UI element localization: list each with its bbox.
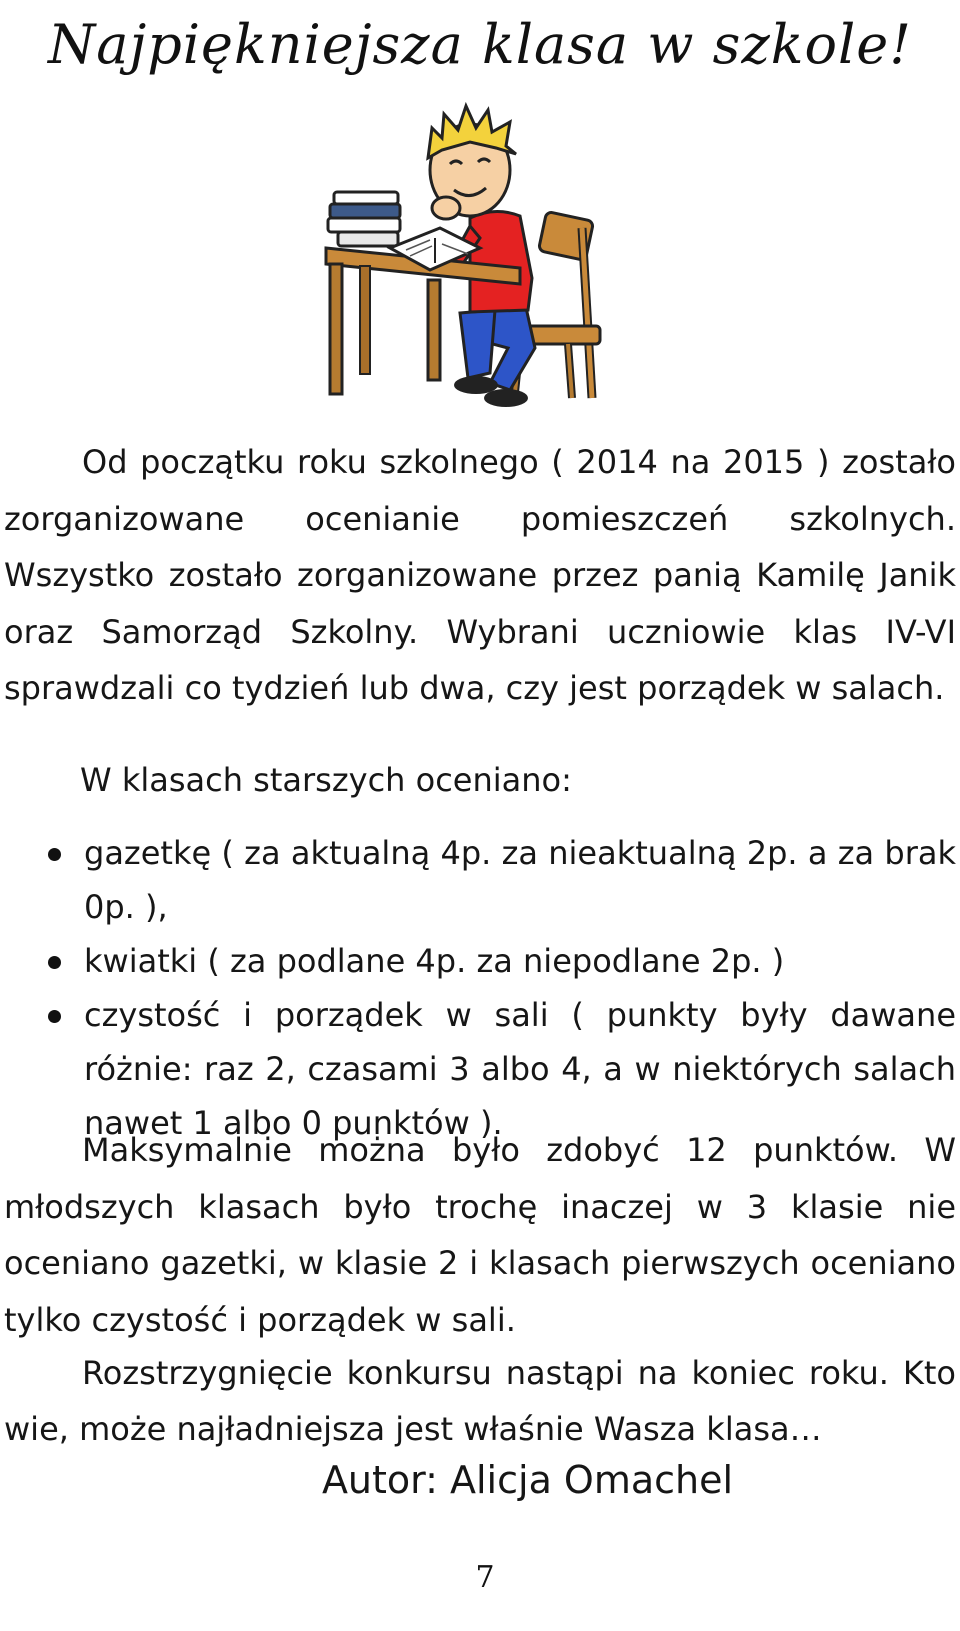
page-title: Najpiękniejsza klasa w szkole! bbox=[48, 13, 912, 76]
author-line: Autor: Alicja Omachel bbox=[321, 1458, 734, 1502]
list-item-text: kwiatki ( za podlane 4p. za niepodlane 2p. ) bbox=[84, 942, 785, 980]
student-at-desk-illustration bbox=[320, 98, 640, 428]
list-item bbox=[38, 934, 956, 988]
bullet-icon bbox=[48, 1010, 61, 1023]
bullet-icon bbox=[48, 848, 61, 861]
list-item-text: czystość i porządek w sali ( punkty były dawane różnie: raz 2, czasami 3 albo 4, a w niektórych salach nawet 1 albo 0 punktów ). bbox=[84, 996, 956, 1142]
list-item bbox=[38, 826, 956, 934]
book-stack bbox=[328, 192, 400, 246]
resolution-paragraph: Rozstrzygnięcie konkursu nastąpi na koniec roku. Kto wie, może najładniejsza jest właśnie Wasza klasa… bbox=[4, 1354, 956, 1448]
list-item-text: gazetkę ( za aktualną 4p. za nieaktualną 2p. a za brak 0p. ), bbox=[84, 834, 956, 926]
bullet-icon bbox=[48, 956, 61, 969]
max-points-paragraph: Maksymalnie można było zdobyć 12 punktów. W młodszych klasach było trochę inaczej w 3 klasie nie oceniano gazetki, w klasie 2 i klasach pierwszych oceniano tylko czystość i porządek w sali. bbox=[4, 1131, 956, 1339]
criteria-list bbox=[38, 826, 956, 1150]
older-classes-heading: W klasach starszych oceniano: bbox=[80, 761, 572, 799]
page-number: 7 bbox=[475, 1560, 495, 1595]
intro-paragraph: Od początku roku szkolnego ( 2014 na 2015 ) zostało zorganizowane ocenianie pomieszczeń szkolnych. Wszystko zostało zorganizowane przez panią Kamilę Janik oraz Samorząd Szkolny. Wybrani uczniowie klas IV-VI sprawdzali co tydzień lub dwa, czy jest porządek w salach. bbox=[4, 443, 956, 708]
